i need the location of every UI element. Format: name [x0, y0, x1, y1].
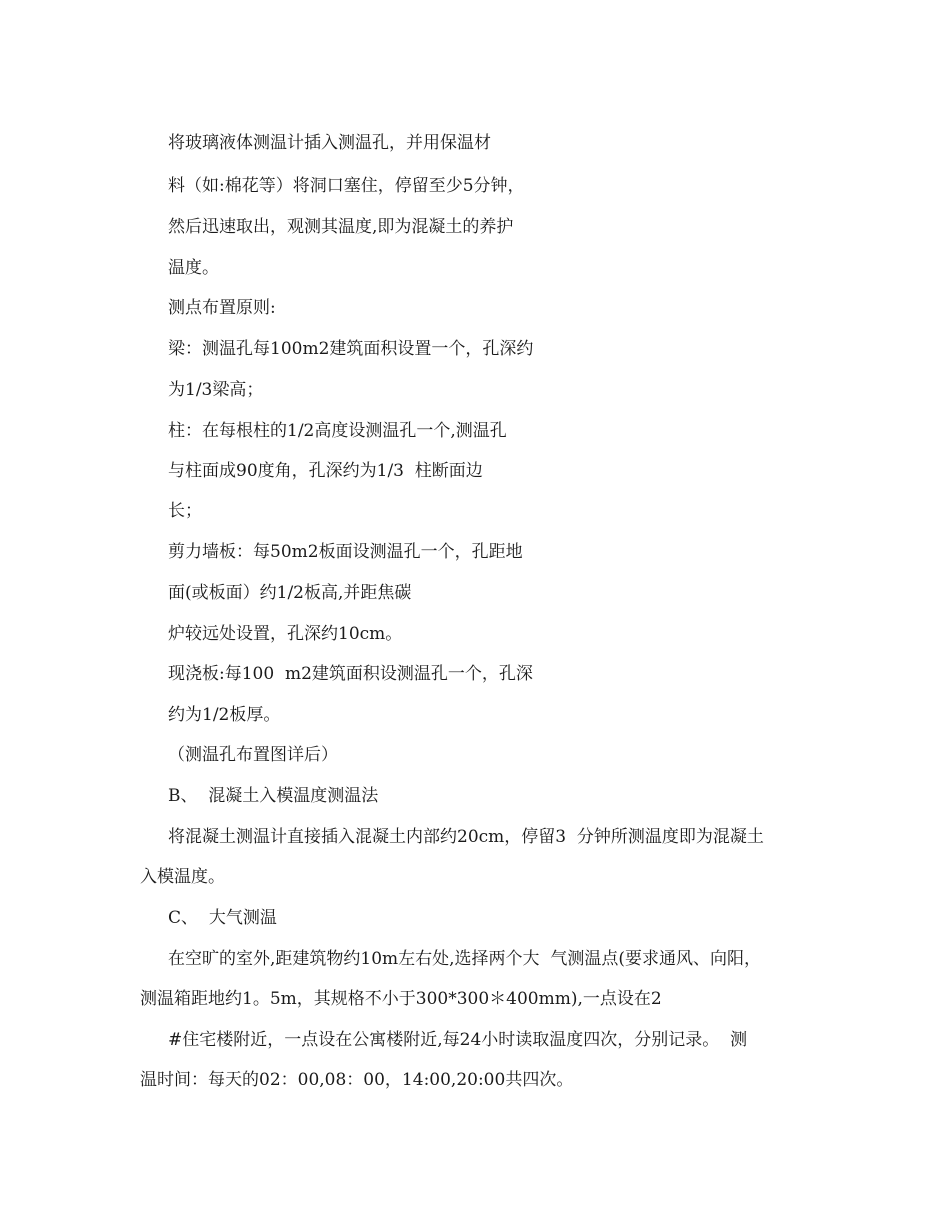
text-line: 入模温度。 — [140, 867, 225, 887]
text-line: 为1/3梁高； — [168, 380, 264, 400]
section-heading: B、 混凝土入模温度测温法 — [168, 786, 379, 806]
text-line: 约为1/2板厚。 — [168, 705, 281, 725]
text-line: 炉较远处设置，孔深约10cm。 — [168, 624, 403, 644]
text-line: 柱：在每根柱的1/2高度设测温孔一个,测温孔 — [168, 421, 507, 441]
text-line: 将玻璃液体测温计插入测温孔，并用保温材 — [168, 133, 491, 153]
text-line: 测温箱距地约1。5m，其规格不小于300*300＊400mm),一点设在2 — [140, 989, 662, 1009]
text-line: 料（如:棉花等）将洞口塞住，停留至少5分钟， — [168, 176, 525, 196]
text-line: 梁：测温孔每100m2建筑面积设置一个，孔深约 — [168, 339, 534, 359]
text-line: 温度。 — [168, 258, 219, 278]
text-line: #住宅楼附近，一点设在公寓楼附近,每24小时读取温度四次，分别记录。 测 — [168, 1030, 748, 1050]
text-line: 在空旷的室外,距建筑物约10m左右处,选择两个大 气测温点(要求通风、向阳， — [168, 949, 761, 969]
text-line: 温时间：每天的02：00,08：00，14:00,20:00共四次。 — [140, 1070, 574, 1090]
text-line: 将混凝土测温计直接插入混凝土内部约20cm，停留3 分钟所测温度即为混凝土 — [168, 827, 764, 847]
text-line: 与柱面成90度角，孔深约为1/3 柱断面边 — [168, 461, 483, 481]
section-heading: C、 大气测温 — [168, 908, 277, 928]
text-line: 长； — [168, 501, 202, 521]
text-line: （测温孔布置图详后） — [168, 745, 338, 765]
text-line: 现浇板:每100 m2建筑面积设测温孔一个，孔深 — [168, 664, 533, 684]
text-line: 测点布置原则: — [168, 298, 276, 318]
text-line: 剪力墙板：每50m2板面设测温孔一个，孔距地 — [168, 542, 523, 562]
text-line: 然后迅速取出，观测其温度,即为混凝土的养护 — [168, 217, 514, 237]
text-line: 面(或板面）约1/2板高,并距焦碳 — [168, 583, 412, 603]
